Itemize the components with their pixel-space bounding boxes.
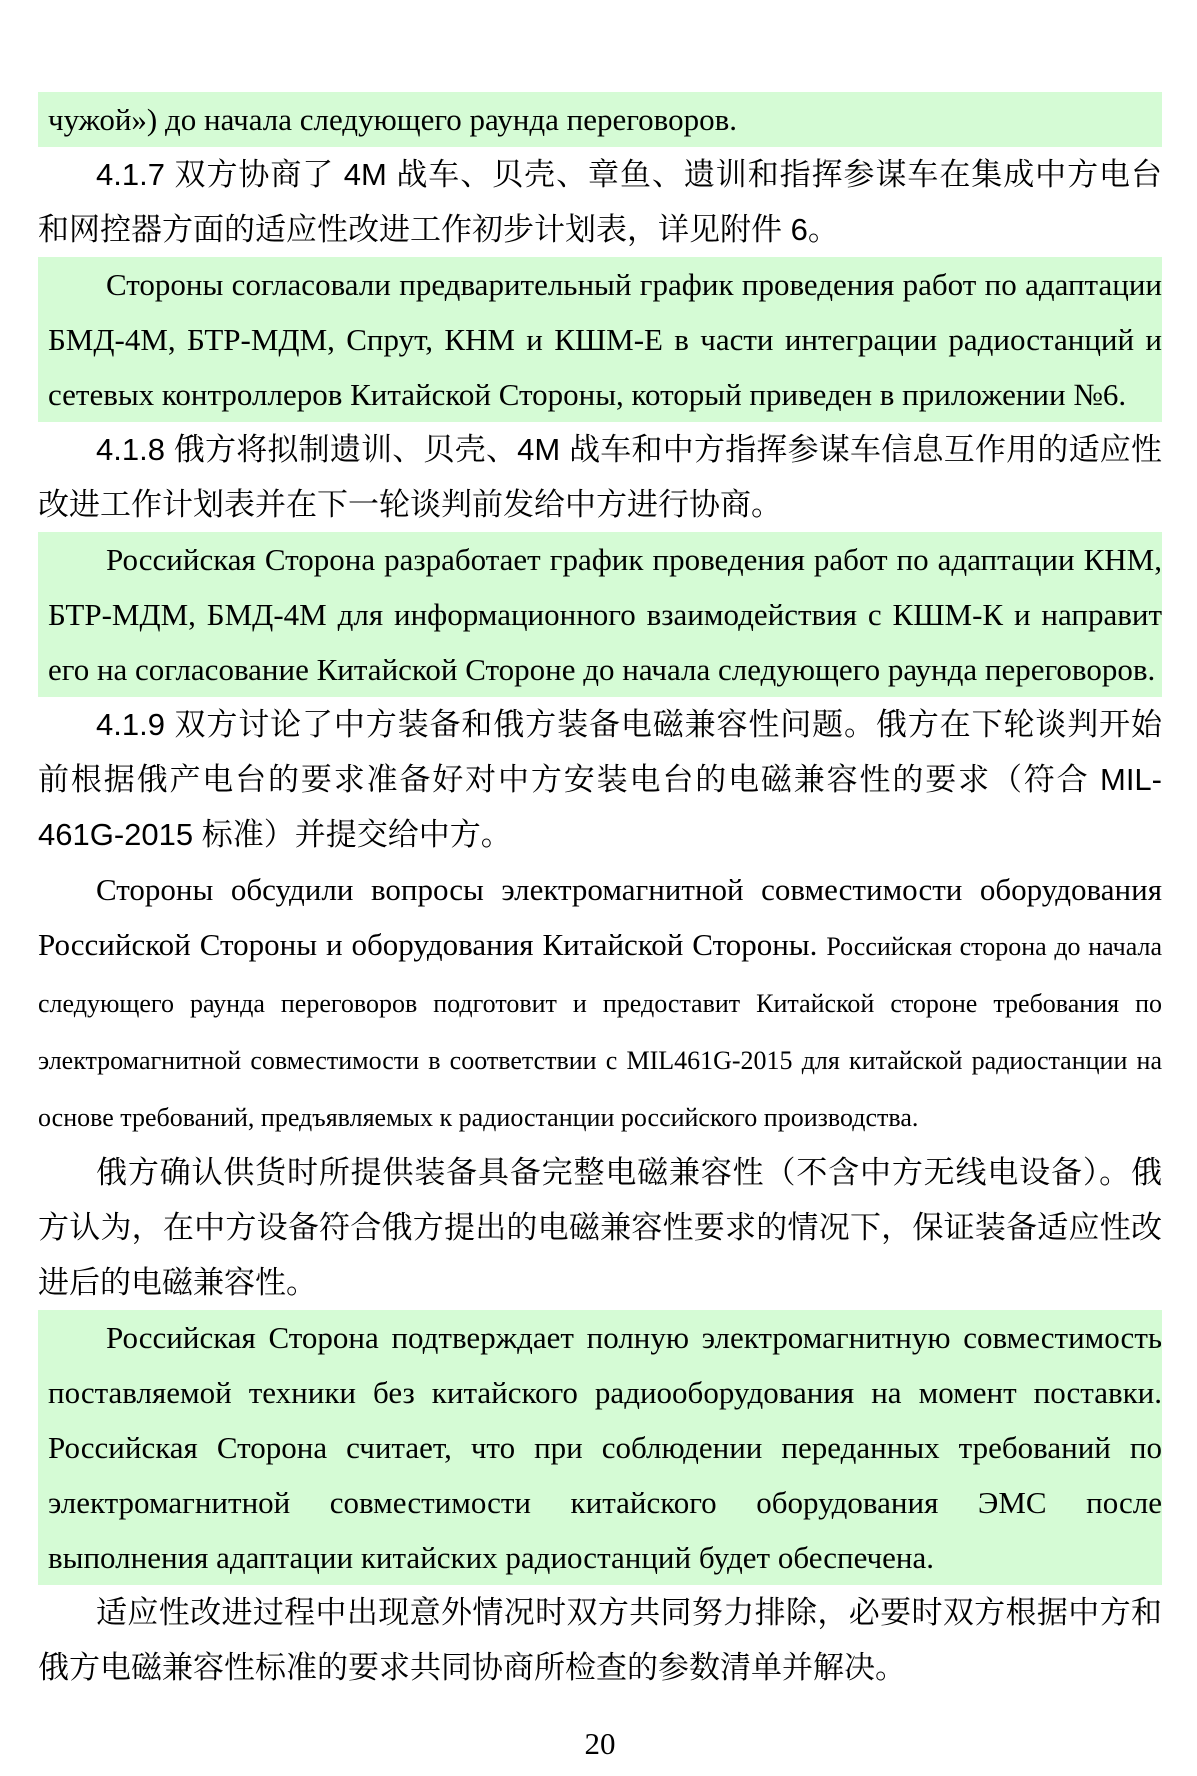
paragraph-emc-confirm-zh: 俄方确认供货时所提供装备具备完整电磁兼容性（不含中方无线电设备）。俄方认为，在中方设备符合俄方提出的电磁兼容性要求的情况下，保证装备适应性改进后的电磁兼容性。 xyxy=(38,1155,1162,1300)
page-number: 20 xyxy=(584,1726,616,1761)
paragraph-continuation-highlighted: чужой») до начала следующего раунда переговоров. xyxy=(38,92,1162,147)
paragraph-clause-4-1-9-zh: 4.1.9 双方讨论了中方装备和俄方装备电磁兼容性问题。俄方在下轮谈判开始前根据俄产电台的要求准备好对中方安装电台的电磁兼容性的要求（符合 MIL-461G-2015 标准）并提交给中方。 xyxy=(38,707,1162,852)
document-body xyxy=(38,92,1162,1767)
clause-4-1-9-ru-lead-sentence: Стороны обсудили вопросы электромагнитной совместимости оборудования Российской Стороны и оборудования Китайской Стороны. xyxy=(38,872,1162,962)
paragraph-clause-4-1-8-ru-highlighted: Российская Сторона разработает график проведения работ по адаптации КНМ, БТР-МДМ, БМД-4М для информационного взаимодействия с КШМ-К и направит его на согласование Китайской Стороне до начала следующего раунда переговоров. xyxy=(38,532,1162,697)
paragraph-clause-4-1-7-zh: 4.1.7 双方协商了 4M 战车、贝壳、章鱼、遗训和指挥参谋车在集成中方电台和网控器方面的适应性改进工作初步计划表，详见附件 6。 xyxy=(38,157,1162,247)
paragraph-clause-4-1-8-zh: 4.1.8 俄方将拟制遗训、贝壳、4M 战车和中方指挥参谋车信息互作用的适应性改进工作计划表并在下一轮谈判前发给中方进行协商。 xyxy=(38,432,1162,522)
clause-4-1-9-ru-detail-sentence: Российская сторона до начала следующего раунда переговоров подготовит и предоставит Китайской стороне требования по электромагнитной совместимости в соответствии с MIL461G-2015 для китайской радиостанции на основе требований, предъявляемых к радиостанции российского производства. xyxy=(38,932,1162,1132)
paragraph-clause-4-1-7-ru-highlighted: Стороны согласовали предварительный график проведения работ по адаптации БМД-4М, БТР-МДМ, Спрут, КНМ и КШМ-Е в части интеграции радиостанций и сетевых контроллеров Китайской Стороны, который приведен в приложении №6. xyxy=(38,257,1162,422)
paragraph-emc-contingency-zh: 适应性改进过程中出现意外情况时双方共同努力排除，必要时双方根据中方和俄方电磁兼容性标准的要求共同协商所检查的参数清单并解决。 xyxy=(38,1595,1162,1685)
paragraph-clause-4-1-9-ru xyxy=(38,862,1162,1145)
paragraph-emc-confirm-ru-highlighted: Российская Сторона подтверждает полную электромагнитную совместимость поставляемой техники без китайского радиооборудования на момент поставки. Российская Сторона считает, что при соблюдении переданных требований по электромагнитной совместимости китайского оборудования ЭМС после выполнения адаптации китайских радиостанций будет обеспечена. xyxy=(38,1310,1162,1585)
